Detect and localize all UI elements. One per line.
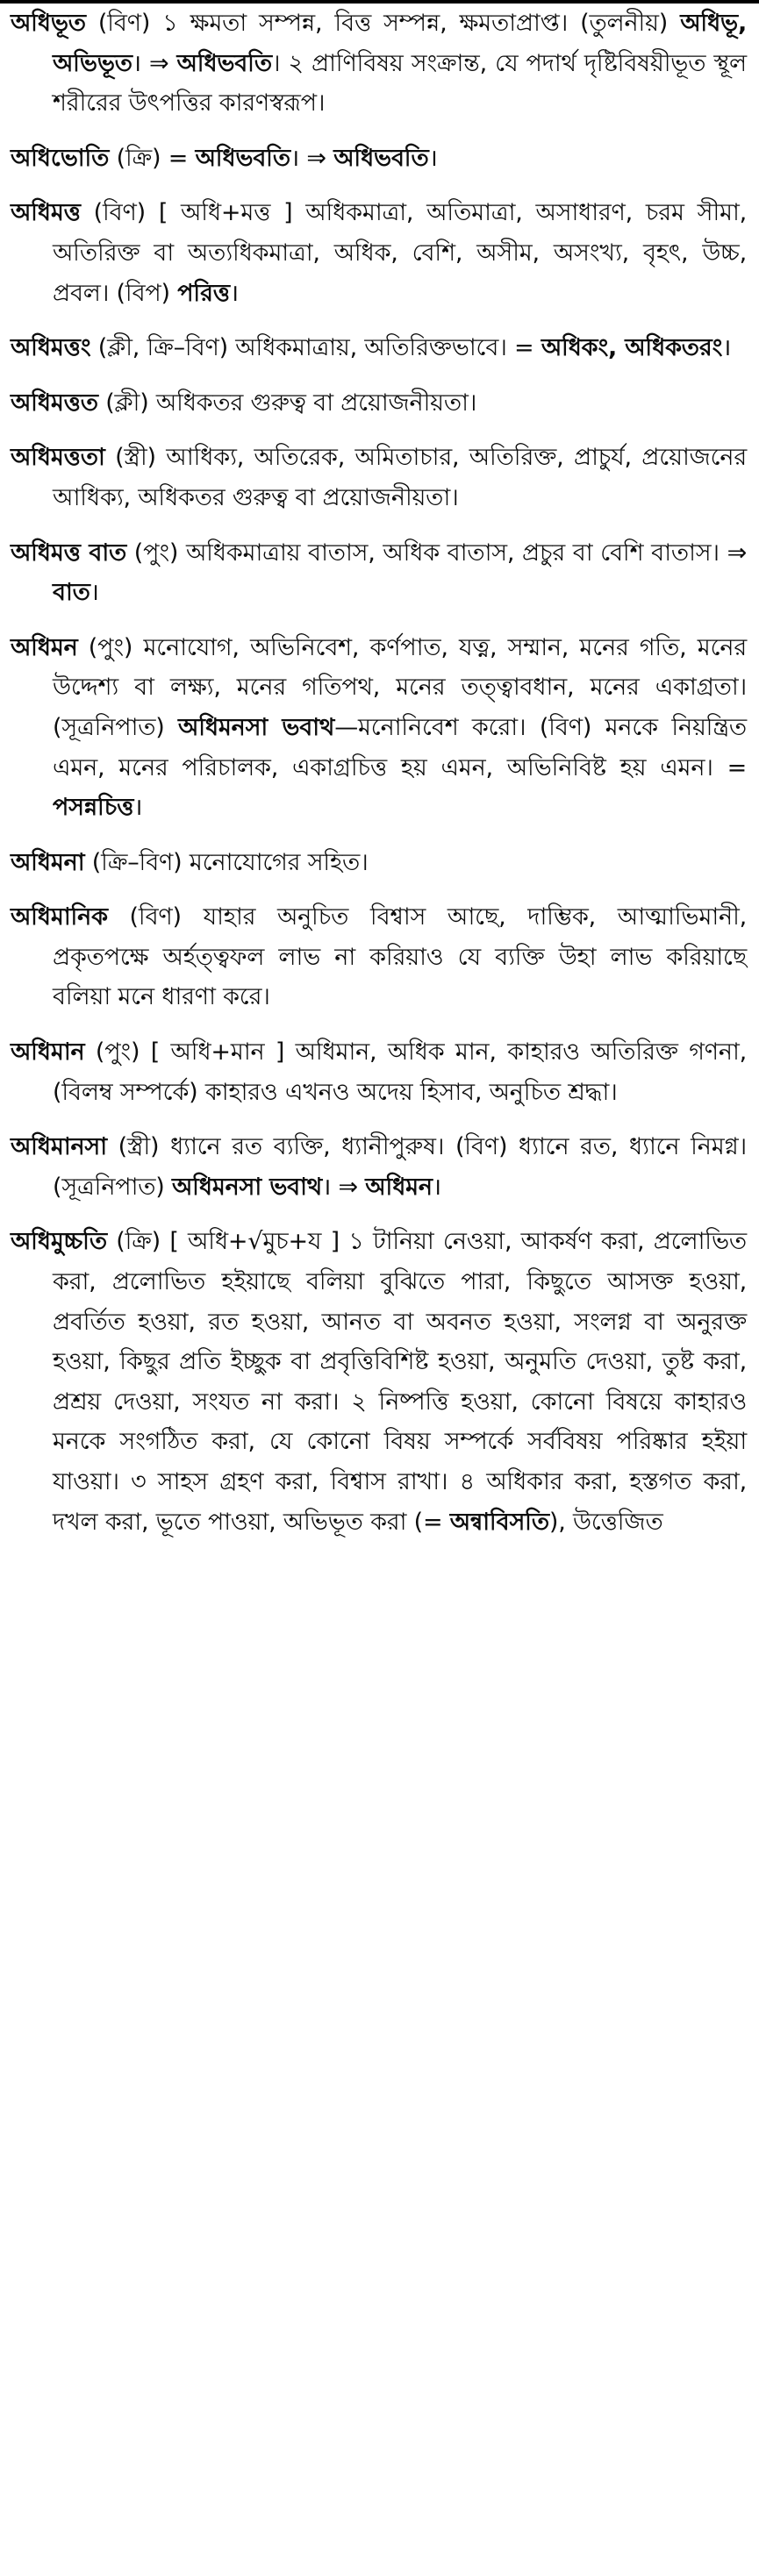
entry-headword: অধিমুচ্চতি bbox=[11, 1228, 107, 1256]
entry-headword: অধিমত্ততা bbox=[11, 444, 105, 472]
entry-text: (স্ত্রী) ধ্যানে রত ব্যক্তি, ধ্যানীপুরুষ। (বিণ) ধ্যানে রত, ধ্যানে নিমগ্ন। (সূত্রনিপাত) bbox=[53, 1133, 747, 1201]
dictionary-entry bbox=[11, 438, 747, 517]
dictionary-entry bbox=[11, 897, 747, 1017]
entry-text: —মনোনিবেশ করো। (বিণ) মনকে নিয়ন্ত্রিত এমন, মনের পরিচালক, একাগ্রচিত্ত হয় এমন, অভিনিবিষ্ট হয় এমন। = bbox=[53, 713, 747, 781]
entry-headword: অধিমত্তং bbox=[11, 334, 91, 362]
cross-reference: অধিমন bbox=[365, 1173, 433, 1201]
entry-headword: অধিমত্ত বাত bbox=[11, 539, 127, 567]
dictionary-entry bbox=[11, 628, 747, 828]
dictionary-entry bbox=[11, 4, 747, 124]
dictionary-entry bbox=[11, 193, 747, 313]
cross-reference: পসন্নচিত্ত bbox=[53, 794, 134, 822]
entry-list bbox=[11, 4, 747, 1542]
entry-text: ), উত্তেজিত bbox=[548, 1508, 663, 1536]
top-rule bbox=[0, 0, 759, 4]
dictionary-entry bbox=[11, 328, 747, 368]
dictionary-entry bbox=[11, 533, 747, 613]
cross-reference: অধিভবতি bbox=[333, 144, 429, 172]
entry-text: (বিণ) [ অধি+মত্ত ] অধিকমাত্রা, অতিমাত্রা, অসাধারণ, চরম সীমা, অতিরিক্ত বা অত্যধিকমাত্রা, অধিক, বেশি, অসীম, অসংখ্য, বৃহৎ, উচ্চ, প্রবল। (বিপ) bbox=[53, 199, 747, 307]
entry-text: (বিণ) যাহার অনুচিত বিশ্বাস আছে, দাম্ভিক, আত্মাভিমানী, প্রকৃতপক্ষে অর্হত্ত্বফল লাভ না করিয়াও যে ব্যক্তি উহা লাভ করিয়াছে বলিয়া মনে ধারণা করে। bbox=[53, 903, 747, 1011]
entry-headword: অধিমানিক bbox=[11, 903, 108, 931]
cross-reference: অধিমনসা ভবাথ bbox=[171, 1173, 323, 1201]
entry-text: । bbox=[428, 144, 438, 172]
dictionary-entry bbox=[11, 1032, 747, 1112]
entry-text: । bbox=[229, 279, 239, 307]
entry-headword: অধিমনা bbox=[11, 848, 85, 876]
entry-headword: অধিমত্ত bbox=[11, 199, 81, 227]
entry-headword: অধিমত্তত bbox=[11, 389, 98, 417]
cross-reference: অধিভবতি bbox=[176, 49, 272, 77]
entry-headword: অধিভোতি bbox=[11, 144, 110, 172]
cross-reference: অধিভূ, অভিভূত bbox=[53, 10, 748, 77]
entry-headword: অধিমন bbox=[11, 633, 78, 661]
entry-text: (ক্লী) অধিকতর গুরুত্ব বা প্রয়োজনীয়তা। bbox=[97, 389, 477, 417]
entry-text: । bbox=[432, 1173, 441, 1201]
cross-reference: অন্বাবিসতি bbox=[449, 1508, 549, 1536]
cross-reference: অধিমনসা ভবাথ bbox=[178, 713, 335, 741]
entry-text: । bbox=[133, 794, 143, 822]
entry-text: (পুং) অধিকমাত্রায় বাতাস, অধিক বাতাস, প্রচুর বা বেশি বাতাস। ⇒ bbox=[126, 539, 747, 567]
dictionary-entry bbox=[11, 1222, 747, 1542]
cross-reference: পরিত্ত bbox=[177, 279, 230, 307]
entry-text: । bbox=[90, 579, 99, 607]
entry-text: (বিণ) ১ ক্ষমতা সম্পন্ন, বিত্ত সম্পন্ন, ক্ষমতাপ্রাপ্ত। (তুলনীয়) bbox=[85, 10, 681, 37]
entry-text: (ক্রি–বিণ) মনোযোগের সহিত। bbox=[84, 848, 369, 876]
entry-text: । ⇒ bbox=[322, 1173, 366, 1201]
entry-text: (ক্রি) = bbox=[109, 144, 196, 172]
entry-headword: অধিমান bbox=[11, 1038, 85, 1067]
cross-reference: অধিকং, অধিকতরং bbox=[541, 334, 723, 362]
entry-text: । bbox=[722, 334, 732, 362]
entry-headword: অধিমানসা bbox=[11, 1133, 107, 1161]
entry-text: (ক্রি) [ অধি+√মুচ+য ] ১ টানিয়া নেওয়া, আকর্ষণ করা, প্রলোভিত করা, প্রলোভিত হইয়াছে বলিয়া বুঝিতে পারা, কিছুতে আসক্ত হওয়া, প্রবর্তিত হওয়া, রত হওয়া, আনত বা অবনত হওয়া, সংলগ্ন বা অনুরক্ত হওয়া, কিছুর প্রতি ইচ্ছুক বা প্রবৃত্তিবিশিষ্ট হওয়া, অনুমতি দেওয়া, তুষ্ট করা, প্রশ্রয় দেওয়া, সংযত না করা। ২ নিষ্পত্তি হওয়া, কোনো বিষয়ে কাহারও মনকে সংগঠিত করা, যে কোনো বিষয় সম্পর্কে সর্ববিষয় পরিষ্কার হইয়া যাওয়া। ৩ সাহস গ্রহণ করা, বিশ্বাস রাখা। ৪ অধিকার করা, হস্তগত করা, দখল করা, ভূতে পাওয়া, অভিভূত করা (= bbox=[53, 1228, 747, 1536]
cross-reference: বাত bbox=[53, 579, 90, 607]
dictionary-entry bbox=[11, 383, 747, 424]
entry-text: । ⇒ bbox=[132, 49, 177, 77]
dictionary-entry bbox=[11, 139, 747, 179]
entry-text: (ক্লী, ক্রি–বিণ) অধিকমাত্রায়, অতিরিক্তভাবে। = bbox=[90, 334, 541, 362]
entry-text: (পুং) মনোযোগ, অভিনিবেশ, কর্ণপাত, যত্ন, সম্মান, মনের গতি, মনের উদ্দেশ্য বা লক্ষ্য, মনের গতিপথ, মনের তত্ত্বাবধান, মনের একাগ্রতা। (সূত্রনিপাত) bbox=[53, 633, 747, 741]
dictionary-entry bbox=[11, 1127, 747, 1207]
entry-text: (স্ত্রী) আধিক্য, অতিরেক, অমিতাচার, অতিরিক্ত, প্রাচুর্য, প্রয়োজনের আধিক্য, অধিকতর গুরুত্ব বা প্রয়োজনীয়তা। bbox=[53, 444, 747, 511]
entry-text: । ২ প্রাণিবিষয় সংক্রান্ত, যে পদার্থ দৃষ্টিবিষয়ীভূত স্থূল শরীরের উৎপত্তির কারণস্বরূপ। bbox=[53, 49, 747, 118]
cross-reference: অধিভবতি bbox=[195, 144, 290, 172]
entry-headword: অধিভূত bbox=[11, 10, 86, 37]
entry-text: । ⇒ bbox=[290, 144, 334, 172]
entry-text: (পুং) [ অধি+মান ] অধিমান, অধিক মান, কাহারও অতিরিক্ত গণনা, (বিলম্ব সম্পর্কে) কাহারও এখনও অদেয় হিসাব, অনুচিত শ্রদ্ধা। bbox=[53, 1038, 747, 1106]
dictionary-entry bbox=[11, 843, 747, 883]
